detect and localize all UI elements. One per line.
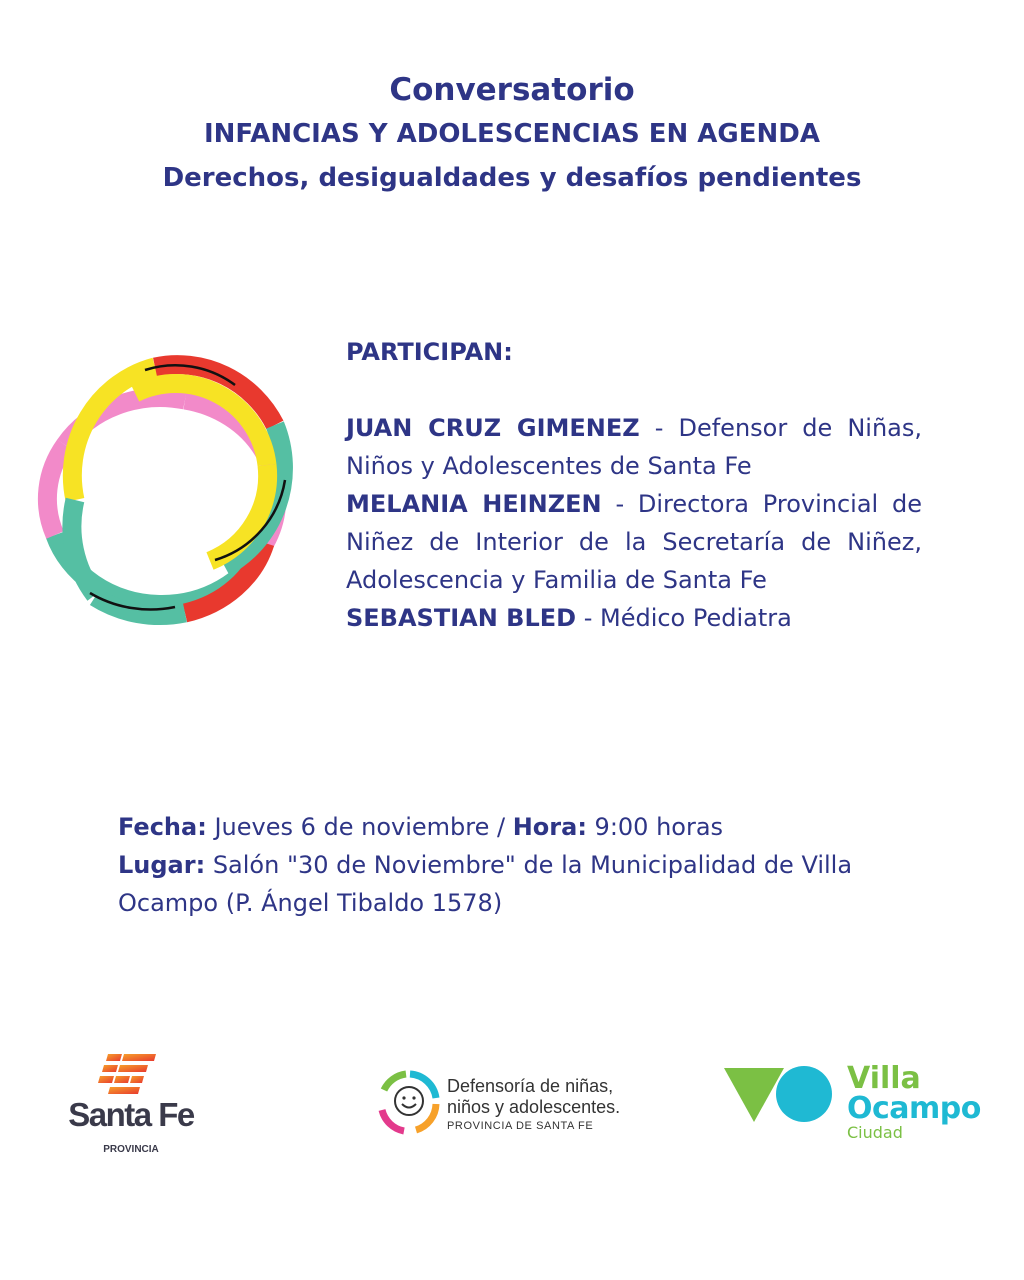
- villa-ocampo-line-1: Villa: [847, 1061, 921, 1096]
- participant-name: JUAN CRUZ GIMENEZ: [346, 414, 640, 442]
- rings-graphic: [35, 345, 300, 630]
- santa-fe-sub: PROVINCIA: [103, 1144, 159, 1155]
- villa-ocampo-emblem-icon: [722, 1066, 847, 1136]
- santa-fe-flag-icon: [50, 1050, 212, 1096]
- villa-ocampo-logo: [722, 1062, 1002, 1147]
- participant-role: - Directora Provincial de Niñez de Interior de la Secretaría de Niñez, Adolescencia y Familia de Santa Fe: [346, 490, 923, 594]
- place-value: Salón "30 de Noviembre" de la Municipalidad de Villa Ocampo (P. Ángel Tibaldo 1578): [118, 851, 853, 917]
- place-line: [118, 846, 908, 922]
- time-value: 9:00 horas: [586, 813, 724, 841]
- participant-role: - Defensor de Niñas, Niños y Adolescentes de Santa Fe: [346, 414, 923, 480]
- santa-fe-logo: [50, 1050, 212, 1160]
- time-label: Hora:: [512, 813, 587, 841]
- participant-item: [346, 485, 922, 599]
- defensoria-emblem-icon: [376, 1070, 440, 1136]
- date-label: Fecha:: [118, 813, 207, 841]
- participant-item: [346, 599, 922, 637]
- villa-ocampo-line-3: Ciudad: [847, 1123, 903, 1142]
- participant-name: SEBASTIAN BLED: [346, 604, 577, 632]
- defensoria-line-1: Defensoría de niñas,: [447, 1076, 614, 1096]
- villa-ocampo-text: [847, 1061, 981, 1142]
- event-info: [118, 808, 908, 922]
- defensoria-line-3: PROVINCIA DE SANTA FE: [447, 1120, 594, 1132]
- participant-item: [346, 409, 922, 485]
- participants-section: [346, 333, 922, 637]
- defensoria-text: [447, 1076, 647, 1134]
- place-label: Lugar:: [118, 851, 206, 879]
- date-value: Jueves 6 de noviembre /: [206, 813, 513, 841]
- event-title: Conversatorio: [389, 72, 635, 108]
- participant-role: - Médico Pediatra: [576, 604, 792, 632]
- date-time-line: [118, 808, 908, 846]
- participant-name: MELANIA HEINZEN: [346, 490, 602, 518]
- defensoria-logo: [376, 1070, 646, 1140]
- event-header: [0, 68, 1024, 200]
- defensoria-line-2: niños y adolescentes.: [447, 1097, 621, 1117]
- event-subtitle: INFANCIAS Y ADOLESCENCIAS EN AGENDA: [203, 119, 820, 149]
- villa-ocampo-line-2: Ocampo: [847, 1091, 981, 1126]
- participants-heading: PARTICIPAN:: [346, 338, 513, 366]
- event-tagline: Derechos, desigualdades y desafíos pendientes: [162, 163, 862, 193]
- santa-fe-name: Santa Fe: [68, 1096, 194, 1133]
